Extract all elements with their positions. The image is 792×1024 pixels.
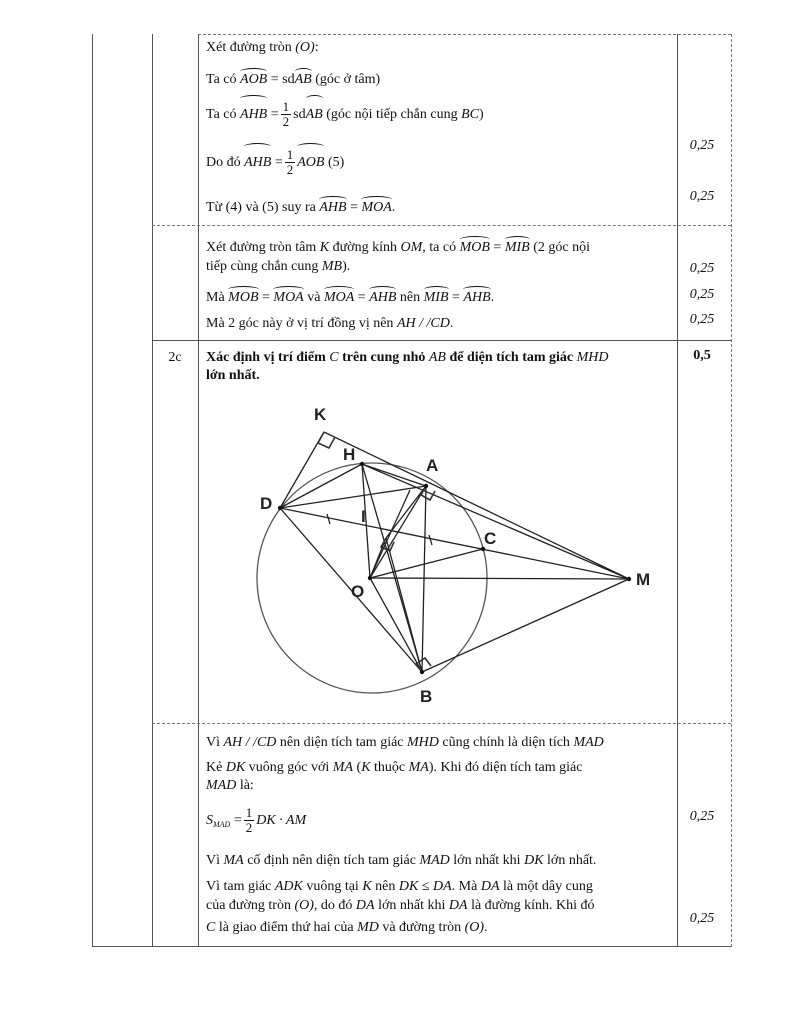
arc-AHB: AHB [369, 290, 397, 305]
text: (5) [327, 155, 345, 170]
math: DK [524, 853, 544, 868]
math: S [206, 813, 213, 828]
sec4-formula [206, 803, 306, 843]
math: MA [223, 853, 244, 868]
sec2-line-4 [206, 315, 453, 333]
fraction [244, 806, 255, 835]
arc-AHB: AHB [319, 200, 347, 215]
arc-MIB: MIB [504, 240, 530, 255]
sec2-line-2 [206, 258, 350, 276]
math: (O) [464, 920, 485, 935]
segment-MB [422, 579, 629, 672]
text: và [307, 290, 321, 305]
text: sd [293, 107, 306, 122]
sec1-line-1 [206, 39, 319, 57]
label-B: B [420, 687, 433, 706]
row-divider-2 [152, 340, 731, 341]
equals: = [233, 813, 242, 828]
subscript: MAD [213, 820, 231, 829]
segment-KM [324, 432, 629, 579]
math: MAD [573, 735, 604, 750]
segment-OA [370, 486, 426, 578]
math: (O) [294, 898, 314, 913]
denominator: 2 [282, 114, 290, 130]
point-O [368, 576, 372, 580]
arc-AB: AB [294, 72, 312, 87]
text: Vì [206, 853, 220, 868]
text: nên diện tích tam giác [279, 735, 404, 750]
denominator: 2 [245, 820, 253, 836]
score: 0,25 [689, 809, 715, 824]
text: . [449, 316, 454, 331]
sec3-title-line-1 [206, 349, 609, 367]
text: để diện tích tam giác [449, 350, 574, 365]
segment-OB [370, 578, 422, 672]
text: = sd [270, 72, 295, 87]
arc-AOB: AOB [297, 146, 324, 180]
arc-MOB: MOB [459, 240, 490, 255]
fraction [285, 148, 296, 177]
math: C [329, 350, 339, 365]
equals: = [270, 107, 279, 122]
arc-AHB: AHB [244, 146, 271, 180]
sec1-line-5 [206, 199, 395, 217]
text: là giao điểm thứ hai của [218, 920, 354, 935]
label-D: D [260, 494, 273, 513]
sec4-line-5 [206, 852, 596, 870]
math: MA [332, 760, 354, 775]
sec4-line-8 [206, 919, 488, 937]
math: OM [400, 240, 423, 255]
text: ). Khi đó diện tích tam giác [428, 760, 583, 775]
tick-mark-1 [327, 514, 330, 524]
label-M: M [636, 570, 651, 589]
column-divider-1 [152, 34, 153, 947]
equals: = [262, 290, 270, 305]
segment-OC [370, 549, 483, 578]
math: DA [448, 898, 468, 913]
math: K [361, 760, 371, 775]
score: 0,25 [689, 261, 715, 276]
arc-AHB: AHB [240, 98, 267, 132]
arc-AB: AB [306, 98, 323, 132]
arc-MIB: MIB [423, 290, 449, 305]
text: . Mà [451, 879, 478, 894]
text: lớn nhất khi [453, 853, 521, 868]
equals: = [350, 200, 358, 215]
numerator: 1 [282, 99, 290, 115]
arc-MOA: MOA [273, 290, 304, 305]
text: Mà 2 góc này ở vị trí đồng vị nên [206, 316, 394, 331]
numerator: 1 [245, 805, 253, 821]
table-left-border [92, 34, 93, 947]
sec1-line-4 [206, 146, 344, 180]
text: , ta có [422, 240, 457, 255]
text: lớn nhất. [547, 853, 597, 868]
sec2-line-1 [206, 239, 590, 257]
text: Vì [206, 735, 220, 750]
row-divider-3 [152, 723, 731, 724]
label-O: O [351, 582, 365, 601]
text: , do đó [313, 898, 353, 913]
label-I: I [361, 507, 366, 526]
right-angle-K [318, 432, 335, 448]
equals: = [357, 290, 366, 305]
arc-MOA: MOA [361, 200, 392, 215]
text: tiếp cùng chắn cung [206, 259, 319, 274]
label-C: C [484, 529, 497, 548]
math: MHD [576, 350, 609, 365]
text: (góc nội tiếp chắn cung [326, 107, 458, 122]
sec1-line-3 [206, 98, 484, 132]
text: đường kính [332, 240, 397, 255]
math: (O) [295, 40, 315, 55]
fraction [281, 100, 292, 129]
point-A [424, 484, 428, 488]
label-A: A [426, 456, 439, 475]
text: Từ (4) và (5) suy ra [206, 200, 316, 215]
math: AH / /CD [396, 316, 450, 331]
text: Xét đường tròn [206, 40, 292, 55]
text: Mà [206, 290, 225, 305]
math: MAD [419, 853, 450, 868]
point-D [278, 506, 282, 510]
table-right-border [731, 34, 732, 947]
score: 0,25 [689, 138, 715, 153]
text: vuông tại [306, 879, 359, 894]
math: AB [428, 350, 446, 365]
text: . [490, 290, 495, 305]
sec4-line-7 [206, 897, 595, 915]
text: . [484, 920, 488, 935]
score: 0,5 [693, 348, 711, 363]
math: BC [461, 107, 479, 122]
math: DA [480, 879, 500, 894]
equals: = [452, 290, 460, 305]
math: DK · AM [256, 813, 307, 828]
math: DK ≤ DA [398, 879, 452, 894]
table-bottom-border [92, 946, 731, 947]
text: cố định nên diện tích tam giác [247, 853, 416, 868]
segment-AB [422, 486, 426, 672]
segment-HA [362, 464, 426, 486]
math: C [206, 920, 216, 935]
arc-MOA: MOA [323, 290, 355, 305]
text: ) [479, 107, 484, 122]
text: Ta có [206, 107, 237, 122]
score: 0,25 [689, 911, 715, 926]
text: : [314, 40, 319, 55]
math: MD [357, 920, 379, 935]
text: thuộc [374, 760, 406, 775]
column-divider-2 [198, 34, 199, 947]
text: ). [342, 259, 351, 274]
sec3-title-line-2: lớn nhất. [206, 368, 260, 383]
text: và đường tròn [382, 920, 462, 935]
text: Vì tam giác [206, 879, 272, 894]
segment-AO-extra [370, 490, 410, 578]
text: (góc ở tâm) [315, 72, 381, 87]
text: của đường tròn [206, 898, 291, 913]
equals: = [274, 155, 283, 170]
label-K: K [314, 405, 327, 424]
row-divider-top [198, 34, 731, 35]
text: (2 góc nội [533, 240, 590, 255]
text: nên [399, 290, 421, 305]
math: AH / /CD [223, 735, 277, 750]
row-divider-1 [152, 225, 731, 226]
segment-DA [280, 486, 426, 508]
math: ADK [274, 879, 303, 894]
sec1-line-2 [206, 71, 380, 89]
score: 0,25 [689, 189, 715, 204]
math: K [362, 879, 372, 894]
score: 0,25 [689, 287, 715, 302]
arc-AOB: AOB [240, 72, 268, 87]
numerator: 1 [286, 147, 294, 163]
label-H: H [343, 445, 356, 464]
text: ( [356, 760, 362, 775]
text: cũng chính là diện tích [442, 735, 570, 750]
text: Kẻ [206, 760, 223, 775]
column-divider-3 [677, 34, 678, 947]
point-B [420, 670, 424, 674]
math: MAD [206, 778, 237, 793]
text: lớn nhất khi [378, 898, 446, 913]
sec4-line-2 [206, 759, 582, 777]
denominator: 2 [286, 162, 294, 178]
text: Do đó [206, 155, 241, 170]
text: trên cung nhỏ [342, 350, 426, 365]
sec2-line-3 [206, 289, 494, 307]
point-H [360, 462, 364, 466]
math: MHD [407, 735, 439, 750]
text: vuông góc với [248, 760, 330, 775]
geometry-figure [240, 392, 660, 712]
question-number: 2c [168, 350, 182, 365]
score: 0,25 [689, 312, 715, 327]
math: DA [355, 898, 375, 913]
math: MB [321, 259, 343, 274]
math: K [319, 240, 330, 255]
text: Xác định vị trí điểm [206, 350, 326, 365]
math: MA [408, 760, 429, 775]
text: là một dây cung [503, 879, 593, 894]
text: nên [375, 879, 396, 894]
sec4-line-6 [206, 878, 593, 896]
text: là đường kính. Khi đó [471, 898, 595, 913]
point-M [627, 577, 631, 581]
text: là: [239, 778, 254, 793]
segment-HM [362, 464, 629, 579]
arc-AHB: AHB [463, 290, 491, 305]
sec4-line-1 [206, 734, 604, 752]
text: . [391, 200, 396, 215]
text: Xét đường tròn tâm [206, 240, 317, 255]
tick-mark-2 [429, 535, 432, 545]
sec4-line-3 [206, 777, 254, 795]
arc-MOB: MOB [228, 290, 259, 305]
segment-OM [370, 578, 629, 579]
equals: = [493, 240, 502, 255]
math: DK [225, 760, 246, 775]
text: Ta có [206, 72, 237, 87]
